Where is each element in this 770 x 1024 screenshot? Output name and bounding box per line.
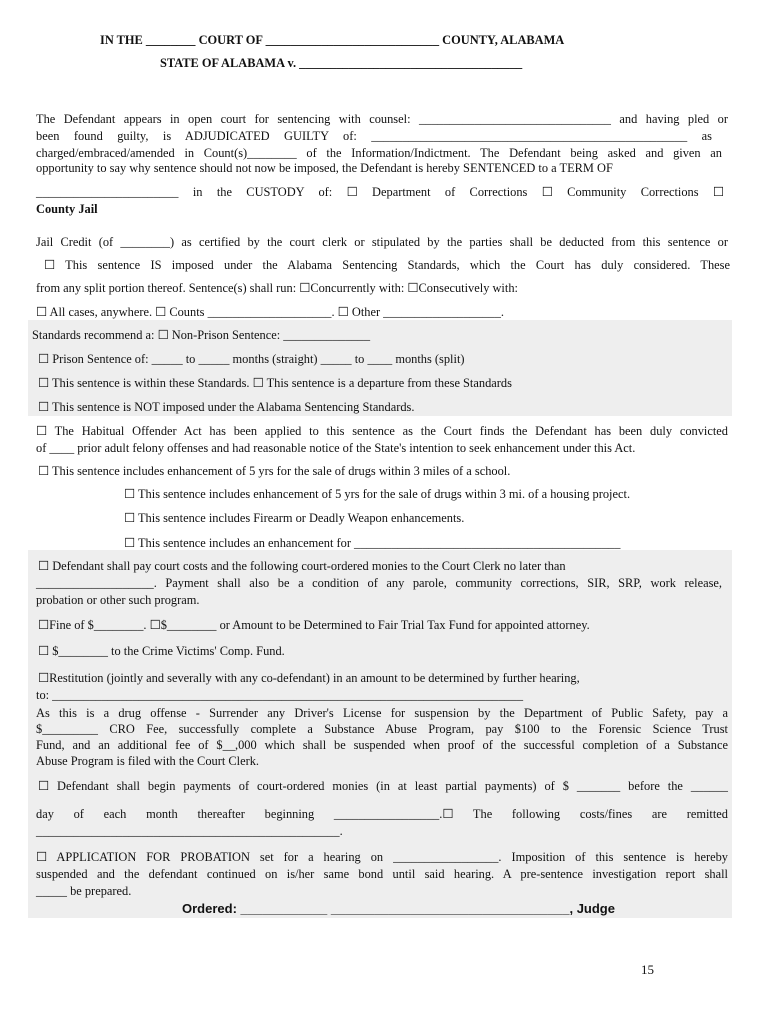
restitution-line-1: ☐Restitution (jointly and severally with any co-defendant) in an amount to be determined by further hearing,: [38, 671, 580, 685]
not-imposed-line: ☐ This sentence is NOT imposed under the Alabama Sentencing Standards.: [38, 400, 415, 414]
probation-line-3: _____ be prepared.: [36, 884, 132, 898]
run-options-line: ☐ All cases, anywhere. ☐ Counts ____________________. ☐ Other ___________________.: [36, 305, 504, 319]
jail-credit-line: Jail Credit (of ________) as certified by the court clerk or stipulated by the parties shall be deducted from this sentence or: [36, 235, 728, 249]
court-costs-line-3: probation or other such program.: [36, 593, 200, 607]
sentencing-paragraph-line-4: opportunity to say why sentence should not now be imposed, the Defendant is hereby SENTENCED to a TERM OF: [36, 161, 613, 175]
prison-sentence-line: ☐ Prison Sentence of: _____ to _____ months (straight) _____ to ____ months (split): [38, 352, 465, 366]
drug-offense-line-1: As this is a drug offense - Surrender any Driver's License for suspension by the Department of Public Safety, pay a: [36, 706, 728, 720]
sentencing-paragraph-line-3: charged/embraced/amended in Count(s)________ of the Information/Indictment. The Defendant being asked and given an: [36, 146, 722, 160]
housing-enhancement-line: ☐ This sentence includes enhancement of 5 yrs for the sale of drugs within 3 mi. of a housing project.: [124, 487, 631, 501]
habitual-offender-line-1: ☐ The Habitual Offender Act has been applied to this sentence as the Court finds the Defendant has been duly convicted: [36, 424, 728, 438]
county-jail-label: County Jail: [36, 202, 98, 216]
court-costs-line-1: ☐ Defendant shall pay court costs and the following court-ordered monies to the Court Clerk no later than: [38, 559, 566, 573]
court-header: IN THE ________ COURT OF ____________________________ COUNTY, ALABAMA: [100, 33, 565, 47]
custody-options-line: _______________________ in the CUSTODY of: ☐ Department of Corrections ☐ Community Corrections ☐: [36, 185, 724, 199]
restitution-line-2: to: ____________________________________________________________________________: [36, 688, 524, 702]
standards-recommend-line: Standards recommend a: ☐ Non-Prison Sentence: ______________: [32, 328, 371, 342]
firearm-enhancement-line: ☐ This sentence includes Firearm or Deadly Weapon enhancements.: [124, 511, 465, 525]
ordered-signature-line: Ordered: ____________ _________________________________, Judge: [182, 901, 615, 916]
probation-line-2: suspended and the defendant continued on is/her same bond until said hearing. A pre-sentence investigation report shall: [36, 867, 728, 881]
drug-offense-line-3: Fund, and an additional fee of $__,000 which shall be suspended when proof of the successful completion of a Substance: [36, 738, 728, 752]
drug-offense-line-2: $_________ CRO Fee, successfully complete a Substance Abuse Program, pay $100 to the Forensic Science Trust: [36, 722, 728, 736]
sentence-run-line: from any split portion thereof. Sentence(s) shall run: ☐Concurrently with: ☐Consecutively with:: [36, 281, 518, 295]
habitual-offender-line-2: of ____ prior adult felony offenses and had reasonable notice of the State's intention to seek enhancement under this Act.: [36, 441, 636, 455]
payments-line-2: day of each month thereafter beginning _________________.☐ The following costs/fines are remitted: [36, 807, 728, 821]
payments-line-3: _________________________________________________.: [36, 824, 343, 838]
payments-line-1: ☐ Defendant shall begin payments of court-ordered monies (in at least partial payments) of $ _______ before the ______: [38, 779, 728, 793]
drug-offense-line-4: Abuse Program is filed with the Court Clerk.: [36, 754, 260, 768]
probation-line-1: ☐ APPLICATION FOR PROBATION set for a hearing on _________________. Imposition of this sentence is hereby: [36, 850, 728, 864]
sentence-imposed-line: ☐ This sentence IS imposed under the Alabama Sentencing Standards, which the Court has duly considered. These: [44, 258, 730, 272]
sentencing-paragraph-line-1: The Defendant appears in open court for sentencing with counsel: _______________________________ and having pled or: [36, 112, 728, 126]
other-enhancement-line: ☐ This sentence includes an enhancement for ___________________________________________: [124, 536, 621, 550]
fine-line: ☐Fine of $________. ☐$________ or Amount to be Determined to Fair Trial Tax Fund for appointed attorney.: [38, 618, 590, 632]
within-standards-line: ☐ This sentence is within these Standards. ☐ This sentence is a departure from these Standards: [38, 376, 512, 390]
sentencing-paragraph-line-2: been found guilty, is ADJUDICATED GUILTY of: ___________________________________________________ as: [36, 129, 712, 143]
school-enhancement-line: ☐ This sentence includes enhancement of 5 yrs for the sale of drugs within 3 miles of a school.: [38, 464, 511, 478]
case-style-header: STATE OF ALABAMA v. ____________________________________: [160, 56, 523, 70]
court-costs-line-2: ___________________. Payment shall also be a condition of any parole, community corrections, SIR, SRP, work release,: [36, 576, 722, 590]
page-number: 15: [641, 962, 654, 977]
crime-victims-fund-line: ☐ $________ to the Crime Victims' Comp. Fund.: [38, 644, 285, 658]
